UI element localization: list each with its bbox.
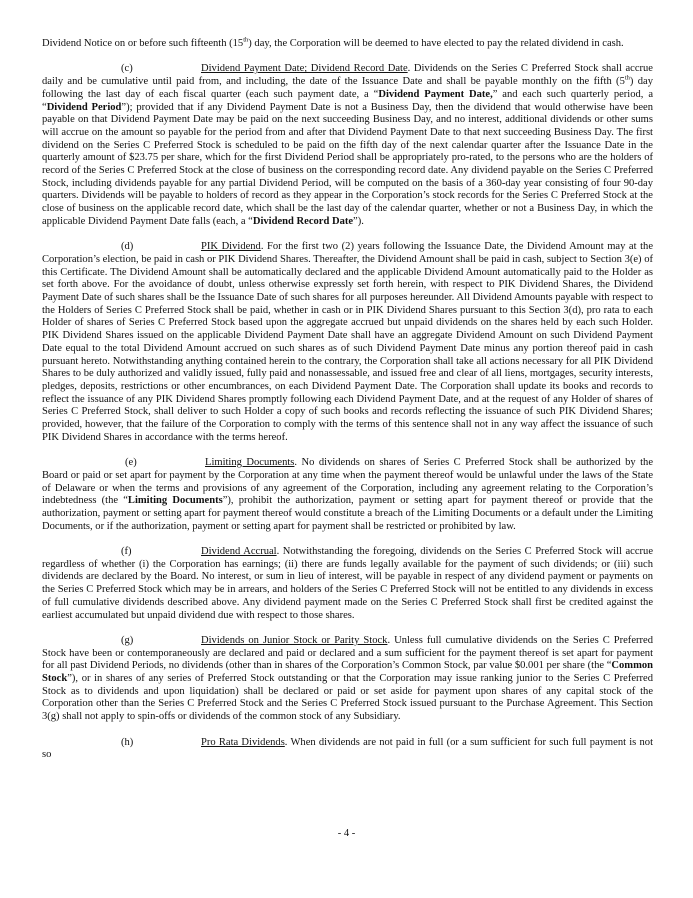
section-heading: Limiting Documents	[205, 457, 295, 469]
defined-term: Limiting Documents	[127, 495, 223, 507]
page-number: - 4 -	[337, 828, 356, 839]
section-label: (c)	[121, 63, 133, 75]
section-3f	[42, 546, 653, 622]
paragraph-text: ”), prohibit the authorization, payment or setting apart for payment thereof or provide that the authorization, payment or setting apart for payment thereof would constitute a breach of the Limiting Documents or a default under the Limiting Documents, or if the authorization, payment or setting apart for payment shall be restricted or prohibited by law.	[42, 495, 653, 532]
paragraph-text: . When dividends are not paid in full (or a sum sufficient for such full payment is not so	[42, 736, 653, 761]
defined-term: Common Stock	[42, 660, 653, 685]
section-heading: Dividend Payment Date; Dividend Record Date	[201, 63, 408, 75]
section-heading: PIK Dividend	[201, 241, 261, 253]
paragraph-text: ” and each such quarterly period, a “	[42, 88, 654, 113]
paragraph-text: . Unless full cumulative dividends on the Series C Preferred Stock have been or contemporaneously are declared and paid or declared and a sum sufficient for the payment thereof is set apart for payment for all past Dividend Periods, no dividends (other than in shares of the Corporation’s Common Stock, par value $0.001 per share (the “	[42, 634, 653, 672]
section-heading: Dividends on Junior Stock or Parity Stock	[201, 634, 388, 646]
section-3d	[42, 241, 653, 444]
section-3e	[42, 457, 653, 533]
paragraph-text: ) day following the last day of each fiscal quarter (each such payment date, a “	[42, 76, 653, 100]
paragraph-text: . Dividends on the Series C Preferred Stock shall accrue daily and be cumulative until paid from, and including, the date of the Issuance Date and shall be payable monthly on the fifth (5	[42, 63, 653, 88]
paragraph-text: . Notwithstanding the foregoing, dividends on the Series C Preferred Stock will accrue regardless of whether (i) the Corporation has earnings; (ii) there are funds legally available for the payment of such dividends; or (iii) such dividends are declared by the Board. No interest, or sum in lieu of interest, will be payable in respect of any dividend payment or payments on the Series C Preferred Stock which may be in arrears, and holders of the Series C Preferred Stock will not be entitled to any dividends in excess of full cumulative dividends described above. Any dividend payment made on the Series C Preferred Stock shall first be credited against the earliest accumulated but unpaid dividend due with respect to those shares.	[42, 546, 653, 621]
section-heading: Dividend Accrual	[201, 546, 277, 558]
defined-term: Dividend Payment Date,	[378, 88, 493, 100]
section-3h	[42, 737, 653, 762]
section-label: (f)	[121, 546, 132, 558]
paragraph-text: ”).	[353, 215, 364, 227]
paragraph-text: Dividend Notice on or before such fifteenth (15	[42, 38, 244, 49]
document-page	[42, 38, 653, 775]
paragraph-dividend-notice	[42, 38, 653, 51]
section-3c	[42, 63, 653, 228]
defined-term: Dividend Period	[46, 101, 122, 113]
paragraph-text: . No dividends on shares of Series C Preferred Stock shall be authorized by the Board or paid or set apart for payment by the Corporation at any time when the payment thereof would be unlawful under the laws of the State of Delaware or when the terms and provisions of any agreement of the Corporation, including any agreement relating to the Corporation’s indebtedness (the “	[42, 457, 653, 507]
paragraph-text: ”), or in shares of any series of Preferred Stock outstanding or that the Corporation may issue ranking junior to the Series C Preferred Stock as to dividends and upon liquidation) shall be declared or paid or set aside for payment upon shares of any capital stock of the Corporation other than the Series C Preferred Stock and the Series C Preferred Stock issued pursuant to the Purchase Agreement. This Section 3(g) shall not apply to spin-offs or dividends of the common stock of any Subsidiary.	[42, 673, 653, 723]
paragraph-text: . For the first two (2) years following the Issuance Date, the Dividend Amount may at the Corporation’s election, be paid in cash or PIK Dividend Shares. Thereafter, the Dividend Amount shall be paid in cash, subject to Section 3(e) of this Certificate. The Dividend Amount shall be automatically declared and the applicable Dividend Amount automatically paid to the Holder as set forth above. For the avoidance of doubt, unless otherwise expressly set forth herein, with respect to PIK Dividend Shares, the Dividend Payment Date of such shares shall be the Issuance Date of such shares for all purposes hereunder. All Dividend Amounts payable with respect to the Holders of Series C Preferred Stock shall be paid, whether in cash or in PIK Dividend Shares pursuant to this Section 3(d), pro rata to each Holder of shares of Series C Preferred Stock based upon the aggregate accrued but unpaid dividends on the shares held by each such Holder. PIK Dividend Shares issued on the applicable Dividend Payment Date shall have an aggregate Dividend Amount on such Dividend Payment Date equal to the total Dividend Amount accrued on such shares as of such Dividend Payment Date minus any portion thereof paid in cash pursuant hereto. Notwithstanding anything contained herein to the contrary, the Corporation shall take all actions necessary for all PIK Dividend Shares to be duly authorized and validly issued, fully paid and nonassessable, and issued free and clear of all liens, mortgages, security interests, pledges, deposits, restrictions or other encumbrances, on each Dividend Payment Date. The Corporation shall update its books and records to reflect the issuance of any PIK Dividend Shares promptly following each Dividend Payment Date, and at the request of any Holder of shares of Series C Preferred Stock, shall deliver to such Holder a copy of such books and records reflecting the issuance of such PIK Dividend Shares; provided, however, that the failure of the Corporation to comply with the terms of this sentence shall not in any way affect the issuance of such PIK Dividend Shares in accordance with the terms hereof.	[42, 241, 653, 443]
paragraph-text: ”); provided that if any Dividend Payment Date is not a Business Day, then the dividend that would otherwise have been payable on that Dividend Payment Date may be paid on the next succeeding Business Day, and no interest, additional dividends or other sums will accrue on the amount so payable for the period from and after that Dividend Payment Date to that next succeeding Business Day. The first dividend on the Series C Preferred Stock is scheduled to be paid on the fifth day of the next calendar quarter after the Issuance Date in the quarterly amount of $23.75 per share, which for the first Dividend Period shall be appropriately pro-rated, to the persons who are the holders of record of the Series C Preferred Stock at the close of business on the corresponding record date. Any dividend payable on the Series C Preferred Stock, including dividends payable for any partial Dividend Period, will be computed on the basis of a 360-day year consisting of four 90-day quarters. Dividends will be payable to holders of record as they appear in the Corporation’s stock records for the Series C Preferred Stock at the close of business on the applicable record date, which shall be the last day of the calendar quarter, whether or not a Business Day, in which the applicable Dividend Payment Date falls (each, a “	[42, 101, 653, 227]
section-label: (e)	[125, 457, 137, 469]
section-3g	[42, 635, 653, 724]
section-label: (g)	[121, 634, 134, 646]
section-label: (d)	[121, 241, 134, 253]
superscript: th	[624, 74, 630, 82]
section-heading: Pro Rata Dividends	[201, 736, 285, 748]
paragraph-text: ) day, the Corporation will be deemed to have elected to pay the related dividend in cash.	[248, 38, 624, 49]
section-label: (h)	[121, 736, 134, 748]
defined-term: Dividend Record Date	[252, 215, 354, 227]
superscript: th	[243, 36, 249, 44]
